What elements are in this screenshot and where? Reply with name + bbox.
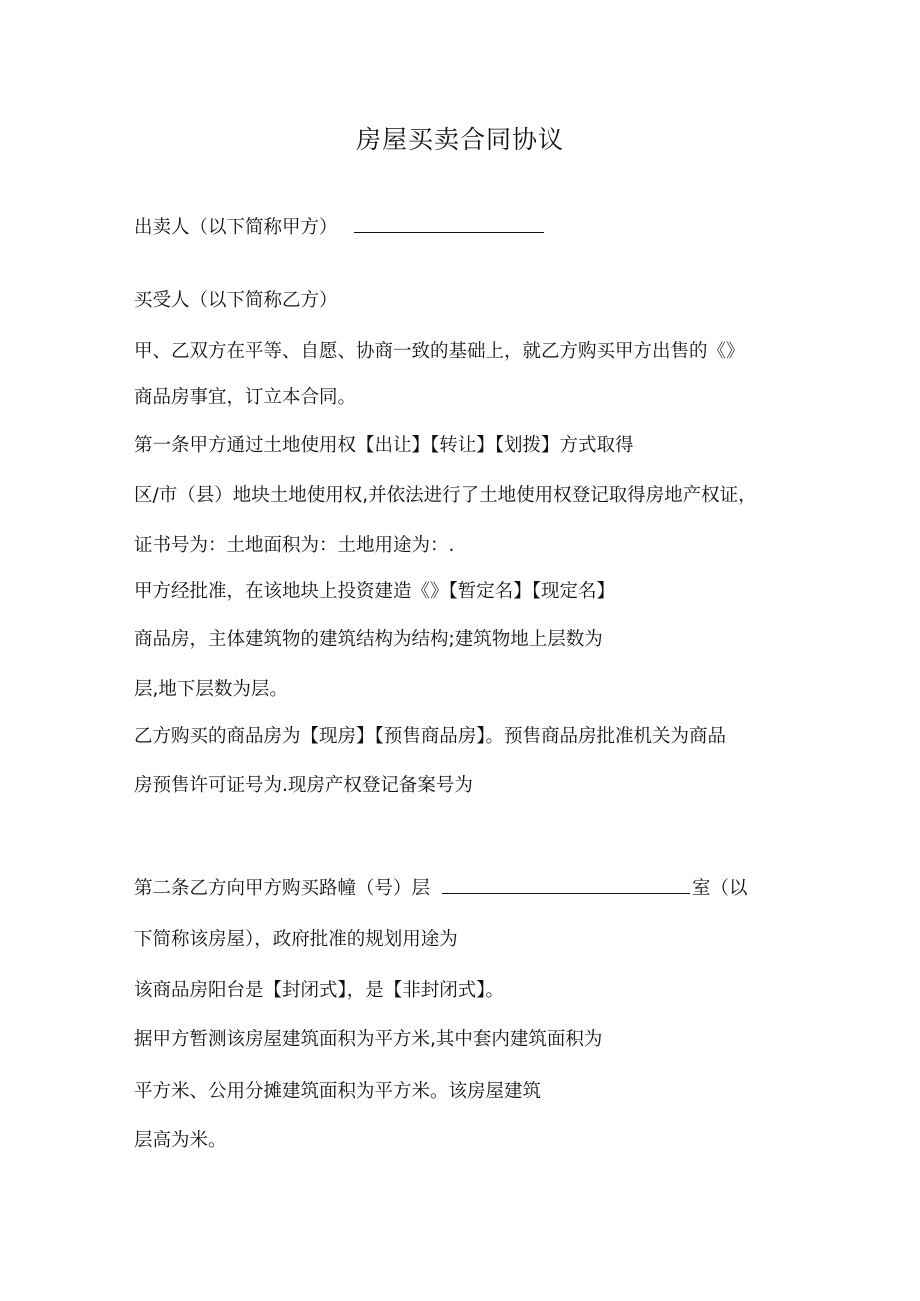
body-line-6: 甲方经批准，在该地块上投资建造《》【暂定名】【现定名】 [134,581,616,602]
body-line-7: 商品房，主体建筑物的建筑结构为结构;建筑物地上层数为 [134,629,603,650]
article-2-room: 室（以 [692,878,748,899]
body-line-2: 商品房事宜，订立本合同。 [134,387,357,408]
article-2-line [134,873,748,904]
body2-line-5: 层高为米。 [134,1130,227,1151]
seller-line [134,212,544,243]
article-1-line: 第一条甲方通过土地使用权【出让】【转让】【划拨】方式取得 [134,435,634,456]
body-line-9: 乙方购买的商品房为【现房】【预售商品房】。预售商品房批准机关为商品 [134,726,727,747]
room-number-blank [442,873,690,894]
body-line-4: 区/市（县）地块土地使用权,并依法进行了土地使用权登记取得房地产权证， [134,485,757,506]
body2-line-2: 该商品房阳台是【封闭式】，是【非封闭式】。 [134,980,505,1001]
body2-line-3: 据甲方暂测该房屋建筑面积为平方米,其中套内建筑面积为 [134,1029,603,1050]
body2-line-1: 下简称该房屋），政府批准的规划用途为 [134,929,458,950]
buyer-label: 买受人（以下简称乙方） [134,290,338,311]
document-title: 房屋买卖合同协议 [355,125,564,154]
body-line-10: 房预售许可证号为.现房产权登记备案号为 [134,775,473,796]
body-line-1: 甲、乙双方在平等、自愿、协商一致的基础上，就乙方购买甲方出售的《》 [134,341,745,362]
article-2-start: 第二条乙方向甲方购买路幢（号）层 [134,878,431,899]
seller-name-blank [354,212,544,233]
body2-line-4: 平方米、公用分摊建筑面积为平方米。该房屋建筑 [134,1081,542,1102]
body-line-5: 证书号为：土地面积为：土地用途为：. [134,535,455,556]
seller-label: 出卖人（以下简称甲方） [134,217,338,238]
body-line-8: 层,地下层数为层。 [134,679,288,700]
